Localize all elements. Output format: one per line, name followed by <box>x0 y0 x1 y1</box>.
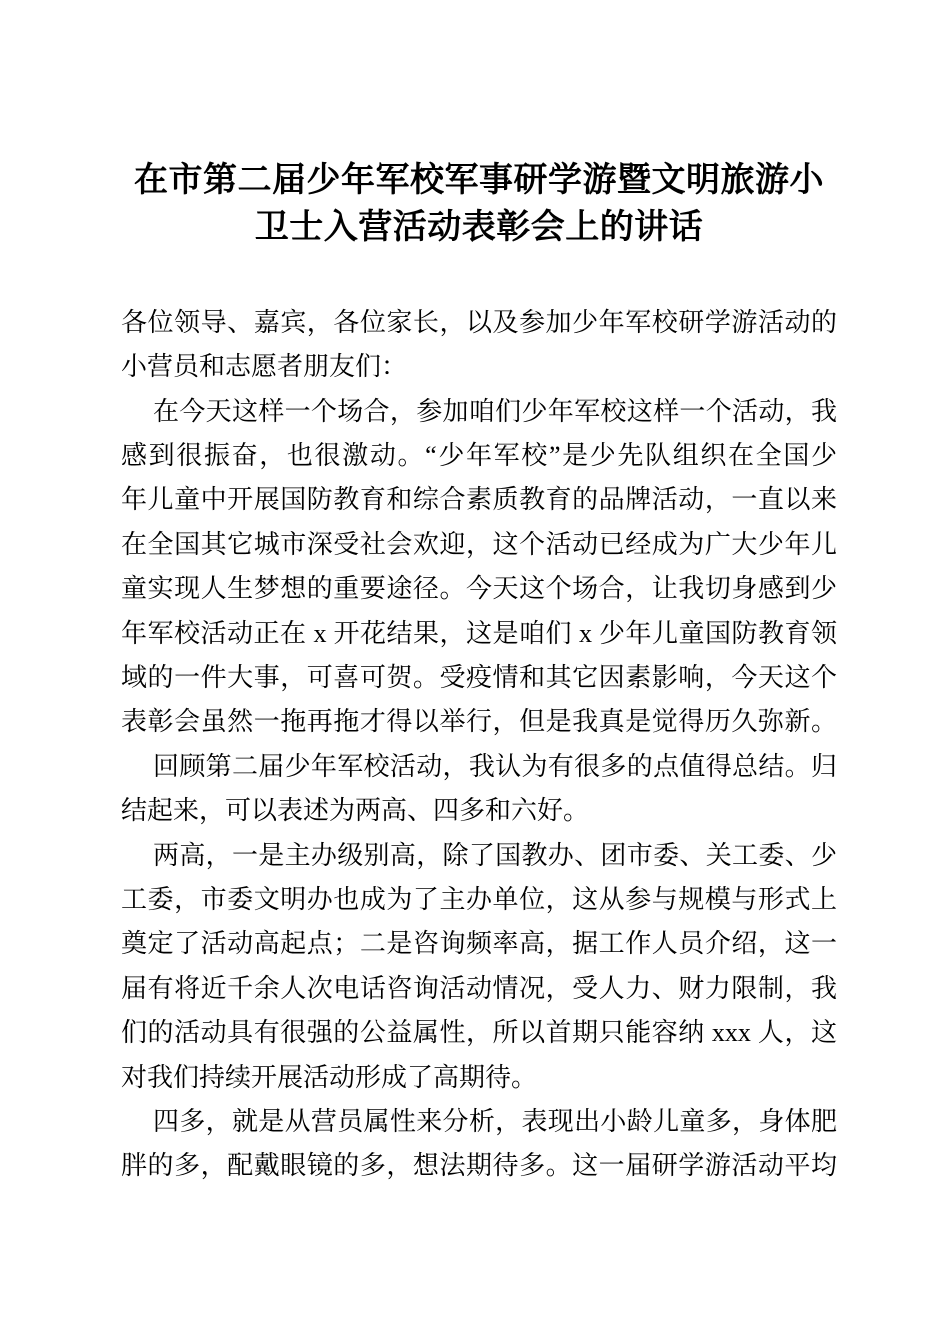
text-line: 小营员和志愿者朋友们： <box>121 352 408 382</box>
text-line: 回顾第二届少年军校活动，我认为有很多的点值得总结。归 <box>153 751 837 781</box>
text-line: 对我们持续开展活动形成了高期待。 <box>121 1062 538 1092</box>
paragraph-review <box>121 745 837 834</box>
text-line: 在全国其它城市深受社会欢迎，这个活动已经成为广大少年儿 <box>121 529 837 559</box>
paragraph-four-manys <box>121 1100 837 1189</box>
text-line: 年军校活动正在 x 开花结果，这是咱们 x 少年儿童国防教育领 <box>121 618 837 648</box>
document-body <box>121 301 837 1189</box>
text-line: 童实现人生梦想的重要途径。今天这个场合，让我切身感到少 <box>121 574 837 604</box>
document-title <box>121 157 837 251</box>
paragraph-opening <box>121 390 837 745</box>
text-line: 工委，市委文明办也成为了主办单位，这从参与规模与形式上 <box>121 885 837 915</box>
text-line: 胖的多，配戴眼镜的多，想法期待多。这一届研学游活动平均 <box>121 1151 837 1181</box>
text-line: 届有将近千余人次电话咨询活动情况，受人力、财力限制，我 <box>121 973 837 1003</box>
text-line: 域的一件大事，可喜可贺。受疫情和其它因素影响，今天这个 <box>121 663 837 693</box>
paragraph-salutation <box>121 301 837 390</box>
text-line: 们的活动具有很强的公益属性，所以首期只能容纳 xxx 人，这 <box>121 1018 837 1048</box>
text-line: 感到很振奋，也很激动。“少年军校”是少先队组织在全国少 <box>121 440 837 470</box>
text-line: 表彰会虽然一拖再拖才得以举行，但是我真是觉得历久弥新。 <box>121 707 837 737</box>
text-line: 年儿童中开展国防教育和综合素质教育的品牌活动，一直以来 <box>121 485 837 515</box>
text-line: 两高，一是主办级别高，除了国教办、团市委、关工委、少 <box>153 840 837 870</box>
text-line: 各位领导、嘉宾，各位家长，以及参加少年军校研学游活动的 <box>121 307 837 337</box>
text-line: 奠定了活动高起点；二是咨询频率高，据工作人员介绍，这一 <box>121 929 837 959</box>
title-line-2: 卫士入营活动表彰会上的讲话 <box>254 208 704 246</box>
text-line: 四多，就是从营员属性来分析，表现出小龄儿童多，身体肥 <box>153 1107 837 1137</box>
paragraph-two-highs <box>121 834 837 1100</box>
text-line: 结起来，可以表述为两高、四多和六好。 <box>121 796 590 826</box>
title-line-1: 在市第二届少年军校军事研学游暨文明旅游小 <box>134 161 824 199</box>
text-line: 在今天这样一个场合，参加咱们少年军校这样一个活动，我 <box>153 396 837 426</box>
